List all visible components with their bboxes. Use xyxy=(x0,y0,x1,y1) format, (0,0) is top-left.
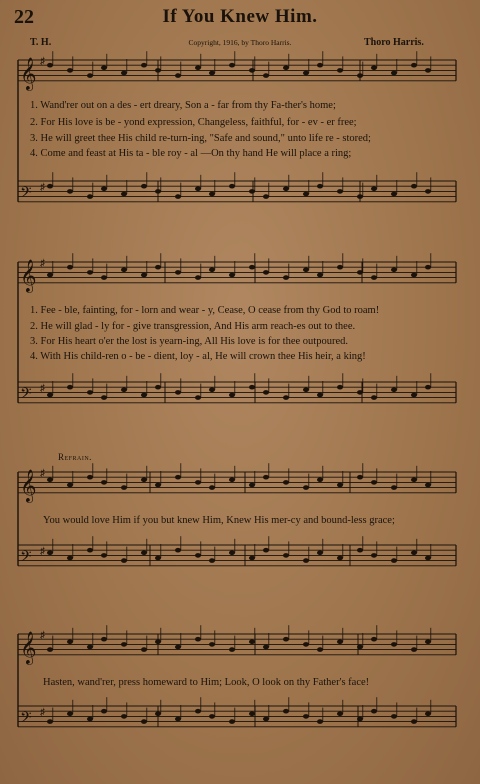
note-head xyxy=(391,71,397,76)
note-head xyxy=(47,63,53,68)
note-head xyxy=(391,485,397,490)
note-head xyxy=(283,66,289,71)
note-head xyxy=(283,709,289,714)
note-head xyxy=(175,475,181,480)
note-head xyxy=(411,719,417,724)
note-head xyxy=(67,483,73,488)
sharp-icon: ♯ xyxy=(40,383,45,394)
note-head xyxy=(317,184,323,189)
sharp-icon: ♯ xyxy=(40,630,45,641)
note-head xyxy=(195,187,201,192)
note-head xyxy=(337,483,343,488)
note-head xyxy=(229,63,235,68)
note-head xyxy=(425,68,431,73)
note-head xyxy=(263,390,269,395)
note-head xyxy=(87,390,93,395)
note-head xyxy=(303,558,309,563)
note-head xyxy=(337,640,343,645)
note-head xyxy=(87,194,93,199)
note-head xyxy=(209,714,215,719)
note-head xyxy=(391,642,397,647)
note-head xyxy=(411,63,417,68)
note-head xyxy=(337,556,343,561)
note-head xyxy=(249,556,255,561)
note-head xyxy=(209,388,215,393)
note-head xyxy=(47,393,53,398)
note-head xyxy=(101,553,107,558)
note-head xyxy=(263,270,269,275)
note-head xyxy=(121,268,127,273)
note-head xyxy=(411,273,417,278)
note-head xyxy=(337,712,343,717)
note-head xyxy=(263,645,269,650)
note-head xyxy=(47,478,53,483)
note-head xyxy=(195,637,201,642)
note-head xyxy=(141,478,147,483)
note-head xyxy=(175,270,181,275)
note-head xyxy=(371,553,377,558)
note-head xyxy=(411,478,417,483)
note-head xyxy=(357,645,363,650)
note-head xyxy=(283,395,289,400)
note-head xyxy=(67,712,73,717)
note-head xyxy=(371,187,377,192)
note-head xyxy=(249,483,255,488)
verse-2-line-1: 2. For His love is be - yond expression, Changeless, faithful, for - ev - er free; xyxy=(30,117,357,128)
note-head xyxy=(141,63,147,68)
note-head xyxy=(155,712,161,717)
hymn-title: If You Knew Him. xyxy=(162,6,318,27)
note-head xyxy=(371,480,377,485)
sharp-icon: ♯ xyxy=(40,56,45,67)
note-head xyxy=(155,640,161,645)
note-head xyxy=(263,194,269,199)
note-head xyxy=(155,189,161,194)
note-head xyxy=(87,270,93,275)
note-head xyxy=(303,71,309,76)
note-head xyxy=(155,68,161,73)
refrain-line-1: You would love Him if you but knew Him, Knew His mer-cy and bound-less grace; xyxy=(43,515,395,526)
note-head xyxy=(141,719,147,724)
copyright-notice: Copyright, 1916, by Thoro Harris. xyxy=(188,38,292,47)
treble-clef-icon: 𝄞 xyxy=(20,470,37,502)
note-head xyxy=(101,187,107,192)
note-head xyxy=(175,194,181,199)
note-head xyxy=(67,68,73,73)
note-head xyxy=(425,483,431,488)
note-head xyxy=(141,273,147,278)
note-head xyxy=(87,73,93,78)
note-head xyxy=(175,390,181,395)
note-head xyxy=(283,480,289,485)
note-head xyxy=(263,548,269,553)
note-head xyxy=(263,475,269,480)
note-head xyxy=(229,647,235,652)
note-head xyxy=(121,714,127,719)
note-head xyxy=(101,395,107,400)
note-head xyxy=(209,192,215,197)
note-head xyxy=(155,265,161,270)
note-head xyxy=(283,275,289,280)
note-head xyxy=(67,385,73,390)
note-head xyxy=(317,719,323,724)
note-head xyxy=(317,647,323,652)
sharp-icon: ♯ xyxy=(40,546,45,557)
sharp-icon: ♯ xyxy=(40,258,45,269)
note-head xyxy=(263,73,269,78)
note-head xyxy=(209,485,215,490)
note-head xyxy=(357,270,363,275)
note-head xyxy=(357,548,363,553)
note-head xyxy=(249,640,255,645)
note-head xyxy=(411,393,417,398)
refrain-label: Refrain. xyxy=(58,452,92,462)
note-head xyxy=(121,71,127,76)
note-head xyxy=(47,184,53,189)
composer-credit: Thoro Harris. xyxy=(364,37,424,48)
note-head xyxy=(101,66,107,71)
treble-clef-icon: 𝄞 xyxy=(20,632,37,664)
note-head xyxy=(195,480,201,485)
note-head xyxy=(47,551,53,556)
note-head xyxy=(249,189,255,194)
verse-3-line-2: 3. For His heart o'er the lost is yearn-ing, All His love is for thee outpoured. xyxy=(30,336,348,347)
note-head xyxy=(303,485,309,490)
note-head xyxy=(317,551,323,556)
note-head xyxy=(283,553,289,558)
note-head xyxy=(357,194,363,199)
note-head xyxy=(175,717,181,722)
note-head xyxy=(391,268,397,273)
note-head xyxy=(411,184,417,189)
note-head xyxy=(67,189,73,194)
note-head xyxy=(155,556,161,561)
note-head xyxy=(391,558,397,563)
note-head xyxy=(229,478,235,483)
note-head xyxy=(195,395,201,400)
note-head xyxy=(337,68,343,73)
note-head xyxy=(121,485,127,490)
note-head xyxy=(121,192,127,197)
note-head xyxy=(317,478,323,483)
treble-clef-icon: 𝄞 xyxy=(20,58,37,90)
note-head xyxy=(209,642,215,647)
hymn-number: 22 xyxy=(14,6,34,28)
note-head xyxy=(101,275,107,280)
note-head xyxy=(229,184,235,189)
note-head xyxy=(317,393,323,398)
note-head xyxy=(411,551,417,556)
refrain-line-2: Hasten, wand'rer, press homeward to Him; Look, O look on thy Father's face! xyxy=(43,677,370,688)
note-head xyxy=(425,556,431,561)
verse-1-line-2: 1. Fee - ble, fainting, for - lorn and wear - y, Cease, O cease from thy God to roam! xyxy=(30,305,380,316)
note-head xyxy=(357,717,363,722)
note-head xyxy=(371,66,377,71)
note-head xyxy=(67,556,73,561)
note-head xyxy=(425,189,431,194)
sharp-icon: ♯ xyxy=(40,707,45,718)
note-head xyxy=(87,475,93,480)
note-head xyxy=(175,73,181,78)
note-head xyxy=(141,184,147,189)
verse-3-line-1: 3. He will greet thee His child re-turn-ing, "Safe and sound," unto life re - stored; xyxy=(30,133,371,144)
sharp-icon: ♯ xyxy=(40,182,45,193)
note-head xyxy=(229,551,235,556)
note-head xyxy=(101,637,107,642)
note-head xyxy=(87,717,93,722)
note-head xyxy=(155,483,161,488)
note-head xyxy=(317,273,323,278)
note-head xyxy=(317,63,323,68)
verse-2-line-2: 2. He will glad - ly for - give transgression, And His arm reach-es out to thee. xyxy=(30,321,356,332)
note-head xyxy=(283,637,289,642)
note-head xyxy=(47,273,53,278)
note-head xyxy=(209,71,215,76)
note-head xyxy=(337,385,343,390)
note-head xyxy=(101,480,107,485)
note-head xyxy=(371,709,377,714)
verse-4-line-1: 4. Come and feast at His ta - ble roy - al —On thy hand He will place a ring; xyxy=(30,148,352,159)
note-head xyxy=(391,192,397,197)
note-head xyxy=(121,558,127,563)
note-head xyxy=(391,714,397,719)
note-head xyxy=(411,647,417,652)
verse-4-line-2: 4. With His child-ren o - be - dient, loy - al, He will crown thee His heir, a king! xyxy=(30,351,366,362)
sharp-icon: ♯ xyxy=(40,468,45,479)
note-head xyxy=(195,275,201,280)
note-head xyxy=(67,640,73,645)
note-head xyxy=(337,265,343,270)
note-head xyxy=(357,73,363,78)
note-head xyxy=(371,275,377,280)
note-head xyxy=(229,273,235,278)
note-head xyxy=(141,647,147,652)
note-head xyxy=(357,390,363,395)
bass-clef-icon: 𝄢 xyxy=(20,384,32,405)
note-head xyxy=(195,66,201,71)
note-head xyxy=(337,189,343,194)
treble-clef-icon: 𝄞 xyxy=(20,260,37,292)
note-head xyxy=(175,548,181,553)
bass-clef-icon: 𝄢 xyxy=(20,547,32,568)
note-head xyxy=(209,558,215,563)
note-head xyxy=(263,717,269,722)
lyricist-credit: T. H. xyxy=(30,37,52,48)
note-head xyxy=(175,645,181,650)
note-head xyxy=(425,640,431,645)
note-head xyxy=(155,385,161,390)
note-head xyxy=(121,388,127,393)
note-head xyxy=(303,268,309,273)
note-head xyxy=(425,265,431,270)
note-head xyxy=(229,719,235,724)
note-head xyxy=(249,712,255,717)
note-head xyxy=(195,709,201,714)
note-head xyxy=(141,393,147,398)
note-head xyxy=(101,709,107,714)
note-head xyxy=(47,647,53,652)
note-head xyxy=(303,642,309,647)
note-head xyxy=(249,385,255,390)
note-head xyxy=(209,268,215,273)
verse-1-line-1: 1. Wand'rer out on a des - ert dreary, Son a - far from thy Fa-ther's home; xyxy=(30,100,336,111)
note-head xyxy=(425,385,431,390)
bass-clef-icon: 𝄢 xyxy=(20,708,32,729)
note-head xyxy=(371,637,377,642)
note-head xyxy=(121,642,127,647)
note-head xyxy=(425,712,431,717)
note-head xyxy=(371,395,377,400)
note-head xyxy=(303,192,309,197)
note-head xyxy=(87,645,93,650)
note-head xyxy=(303,714,309,719)
note-head xyxy=(249,68,255,73)
note-head xyxy=(303,388,309,393)
bass-clef-icon: 𝄢 xyxy=(20,183,32,204)
note-head xyxy=(87,548,93,553)
note-head xyxy=(141,551,147,556)
note-head xyxy=(47,719,53,724)
note-head xyxy=(283,187,289,192)
note-head xyxy=(67,265,73,270)
note-head xyxy=(391,388,397,393)
note-head xyxy=(195,553,201,558)
note-head xyxy=(249,265,255,270)
note-head xyxy=(229,393,235,398)
note-head xyxy=(357,475,363,480)
